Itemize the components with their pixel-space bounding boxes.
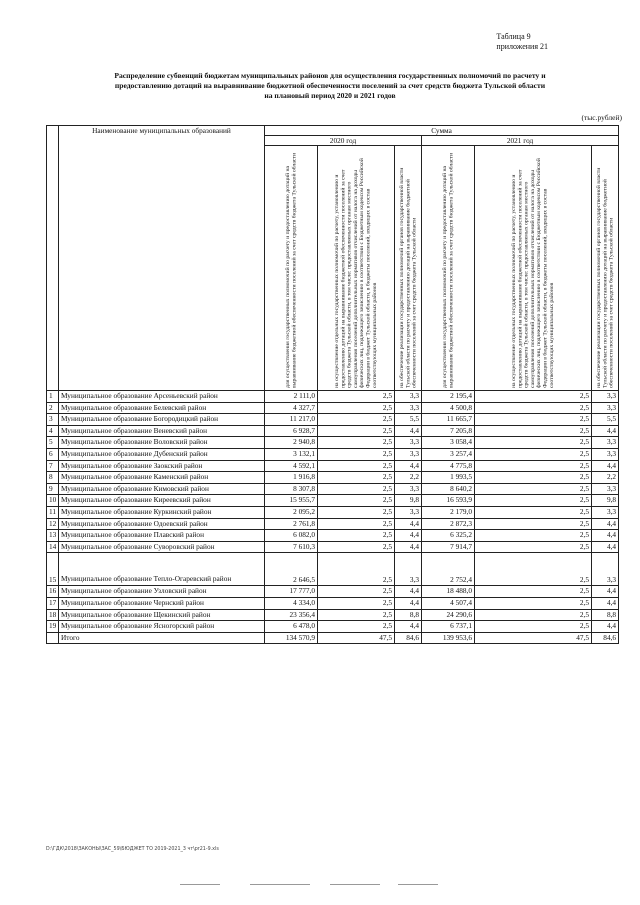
header-name: Наименование муниципальных образований xyxy=(59,126,265,391)
amount-cell-b20: 2,5 xyxy=(318,621,395,633)
row-number: 9 xyxy=(47,483,59,495)
amount-cell-c20: 4,4 xyxy=(395,425,422,437)
total-cell-c21: 84,6 xyxy=(592,632,619,644)
amount-cell-a20: 8 307,8 xyxy=(265,483,318,495)
amount-cell-c21: 4,4 xyxy=(592,541,619,553)
title-line-1: Распределение субвенций бюджетам муниципальных районов для осуществления государственных полномочий по расчету и xyxy=(114,71,546,80)
amount-cell-a20: 4 592,1 xyxy=(265,460,318,472)
table-row xyxy=(47,472,619,484)
amount-cell-a21: 16 593,9 xyxy=(422,495,475,507)
municipality-name: Муниципальное образование Дубенский район xyxy=(59,448,265,460)
amount-cell-b20: 2,5 xyxy=(318,391,395,403)
amount-cell-a20: 17 777,0 xyxy=(265,586,318,598)
amount-cell-b20: 2,5 xyxy=(318,597,395,609)
municipality-name: Муниципальное образование Воловский район xyxy=(59,437,265,449)
amount-cell-a20: 1 916,8 xyxy=(265,472,318,484)
amount-cell-b21: 2,5 xyxy=(475,586,592,598)
total-cell-a21: 139 953,6 xyxy=(422,632,475,644)
amount-cell-c21: 4,4 xyxy=(592,518,619,530)
amount-cell-a21: 6 325,2 xyxy=(422,530,475,542)
row-number: 12 xyxy=(47,518,59,530)
amount-cell-c21: 3,3 xyxy=(592,506,619,518)
table-row xyxy=(47,483,619,495)
table-number-label: Таблица 9 xyxy=(496,32,531,41)
total-label: Итого xyxy=(59,632,265,644)
municipality-name: Муниципальное образование Богородицкий район xyxy=(59,414,265,426)
amount-cell-c21: 9,8 xyxy=(592,495,619,507)
amount-cell-a21: 3 257,4 xyxy=(422,448,475,460)
amount-cell-c20: 5,5 xyxy=(395,414,422,426)
row-number: 3 xyxy=(47,414,59,426)
amount-cell-a21: 11 665,7 xyxy=(422,414,475,426)
header-year-2020: 2020 год xyxy=(265,136,422,146)
municipality-name: Муниципальное образование Чернский район xyxy=(59,597,265,609)
row-number: 15 xyxy=(47,553,59,586)
amount-cell-c20: 4,4 xyxy=(395,530,422,542)
amount-cell-a21: 7 205,8 xyxy=(422,425,475,437)
municipality-name: Муниципальное образование Одоевский район xyxy=(59,518,265,530)
row-number: 4 xyxy=(47,425,59,437)
amount-cell-b20: 2,5 xyxy=(318,425,395,437)
row-number: 1 xyxy=(47,391,59,403)
amount-cell-b21: 2,5 xyxy=(475,460,592,472)
table-row xyxy=(47,506,619,518)
row-number: 11 xyxy=(47,506,59,518)
table-row xyxy=(47,586,619,598)
amount-cell-c20: 3,3 xyxy=(395,437,422,449)
amount-cell-a21: 4 507,4 xyxy=(422,597,475,609)
table-row xyxy=(47,541,619,553)
appendix-label: приложения 21 xyxy=(496,42,548,51)
amount-cell-b20: 2,5 xyxy=(318,506,395,518)
file-path-footer: D:\ГДК\2018\ЗАКОНЫ\ЗАС_59\БЮДЖЕТ ТО 2019-2021_3 чт\pr21-9.xls xyxy=(46,847,219,852)
amount-cell-c20: 3,3 xyxy=(395,506,422,518)
table-row xyxy=(47,495,619,507)
amount-cell-c20: 8,8 xyxy=(395,609,422,621)
amount-cell-c20: 4,4 xyxy=(395,621,422,633)
amount-cell-c20: 4,4 xyxy=(395,518,422,530)
table-reference xyxy=(496,32,548,52)
amount-cell-a21: 4 775,8 xyxy=(422,460,475,472)
amount-cell-c21: 4,4 xyxy=(592,460,619,472)
amount-cell-a21: 2 179,0 xyxy=(422,506,475,518)
municipality-name: Муниципальное образование Ясногорский район xyxy=(59,621,265,633)
title-line-3: на плановый период 2020 и 2021 годов xyxy=(264,91,396,100)
amount-cell-b21: 2,5 xyxy=(475,541,592,553)
amount-cell-c20: 3,3 xyxy=(395,483,422,495)
amount-cell-a20: 6 478,0 xyxy=(265,621,318,633)
header-col-a-2020: для осуществления государственных полномочий по расчету и предоставлению дотаций на выравнивание бюджетной обеспеченности поселений за счет средств бюджета Тульской области xyxy=(265,146,318,391)
amount-cell-c20: 3,3 xyxy=(395,402,422,414)
amount-cell-c21: 3,3 xyxy=(592,402,619,414)
amount-cell-c21: 2,2 xyxy=(592,472,619,484)
amount-cell-b21: 2,5 xyxy=(475,448,592,460)
header-index-cell xyxy=(47,126,59,391)
amount-cell-b20: 2,5 xyxy=(318,437,395,449)
table-row xyxy=(47,414,619,426)
amount-cell-b20: 2,5 xyxy=(318,609,395,621)
table-row xyxy=(47,425,619,437)
amount-cell-c20: 2,2 xyxy=(395,472,422,484)
total-cell-c20: 84,6 xyxy=(395,632,422,644)
amount-cell-b20: 2,5 xyxy=(318,553,395,586)
table-row xyxy=(47,391,619,403)
amount-cell-a21: 18 488,0 xyxy=(422,586,475,598)
amount-cell-a20: 7 610,3 xyxy=(265,541,318,553)
amount-cell-c21: 5,5 xyxy=(592,414,619,426)
table-row xyxy=(47,621,619,633)
scan-artifact xyxy=(250,884,310,885)
amount-cell-a20: 3 132,1 xyxy=(265,448,318,460)
amount-cell-a20: 2 940,8 xyxy=(265,437,318,449)
amount-cell-a20: 2 646,5 xyxy=(265,553,318,586)
amount-cell-a20: 11 217,0 xyxy=(265,414,318,426)
amount-cell-b20: 2,5 xyxy=(318,402,395,414)
amount-cell-a21: 1 993,5 xyxy=(422,472,475,484)
amount-cell-c21: 4,4 xyxy=(592,586,619,598)
amount-cell-c21: 4,4 xyxy=(592,597,619,609)
row-number: 18 xyxy=(47,609,59,621)
amount-cell-b21: 2,5 xyxy=(475,391,592,403)
amount-cell-a20: 6 082,0 xyxy=(265,530,318,542)
amount-cell-b20: 2,5 xyxy=(318,586,395,598)
row-number: 5 xyxy=(47,437,59,449)
amount-cell-c21: 3,3 xyxy=(592,448,619,460)
amount-cell-b20: 2,5 xyxy=(318,495,395,507)
municipality-name: Муниципальное образование Заокский район xyxy=(59,460,265,472)
amount-cell-b20: 2,5 xyxy=(318,518,395,530)
municipality-name: Муниципальное образование Арсеньевский район xyxy=(59,391,265,403)
subsidy-table xyxy=(46,125,619,644)
total-cell-b20: 47,5 xyxy=(318,632,395,644)
amount-cell-c21: 8,8 xyxy=(592,609,619,621)
amount-cell-a20: 2 095,2 xyxy=(265,506,318,518)
table-row xyxy=(47,448,619,460)
row-number: 7 xyxy=(47,460,59,472)
header-sum: Сумма xyxy=(265,126,619,136)
row-number: 14 xyxy=(47,541,59,553)
amount-cell-c21: 3,3 xyxy=(592,437,619,449)
amount-cell-b21: 2,5 xyxy=(475,597,592,609)
amount-cell-b21: 2,5 xyxy=(475,621,592,633)
total-cell-a20: 134 570,9 xyxy=(265,632,318,644)
row-number: 6 xyxy=(47,448,59,460)
table-row xyxy=(47,437,619,449)
amount-cell-b21: 2,5 xyxy=(475,530,592,542)
amount-cell-b21: 2,5 xyxy=(475,609,592,621)
amount-cell-a20: 4 334,0 xyxy=(265,597,318,609)
amount-cell-a21: 8 640,2 xyxy=(422,483,475,495)
header-col-c-2020: на обеспечение реализации государственных полномочий органов государственной власти Тульской области по расчету и предоставлению дотаций на выравнивание бюджетной обеспеченности поселений за счет средств бюджета Тульской области xyxy=(395,146,422,391)
municipality-name: Муниципальное образование Узловский район xyxy=(59,586,265,598)
total-index-cell xyxy=(47,632,59,644)
amount-cell-b21: 2,5 xyxy=(475,518,592,530)
amount-cell-c21: 3,3 xyxy=(592,391,619,403)
municipality-name: Муниципальное образование Белевский район xyxy=(59,402,265,414)
amount-cell-c20: 4,4 xyxy=(395,586,422,598)
amount-cell-a21: 7 914,7 xyxy=(422,541,475,553)
amount-cell-b20: 2,5 xyxy=(318,541,395,553)
header-col-c-2021: на обеспечение реализации государственных полномочий органов государственной власти Тульской области по расчету и предоставлению дотаций на выравнивание бюджетной обеспеченности поселений за счет средств бюджета Тульской области xyxy=(592,146,619,391)
amount-cell-b21: 2,5 xyxy=(475,425,592,437)
units-label: (тыс.рублей) xyxy=(581,113,622,122)
table-row xyxy=(47,609,619,621)
municipality-name: Муниципальное образование Тепло-Огаревский район xyxy=(59,553,265,586)
amount-cell-b21: 2,5 xyxy=(475,553,592,586)
amount-cell-c21: 3,3 xyxy=(592,483,619,495)
amount-cell-b20: 2,5 xyxy=(318,460,395,472)
amount-cell-a21: 2 195,4 xyxy=(422,391,475,403)
table-row xyxy=(47,597,619,609)
row-number: 2 xyxy=(47,402,59,414)
municipality-name: Муниципальное образование Щекинский район xyxy=(59,609,265,621)
row-number: 10 xyxy=(47,495,59,507)
amount-cell-c20: 4,4 xyxy=(395,541,422,553)
amount-cell-c20: 3,3 xyxy=(395,391,422,403)
amount-cell-c20: 3,3 xyxy=(395,553,422,586)
amount-cell-c21: 4,4 xyxy=(592,621,619,633)
total-row xyxy=(47,632,619,644)
header-row-sum xyxy=(47,126,619,136)
row-number: 8 xyxy=(47,472,59,484)
amount-cell-a21: 6 737,1 xyxy=(422,621,475,633)
amount-cell-b21: 2,5 xyxy=(475,506,592,518)
amount-cell-c20: 4,4 xyxy=(395,597,422,609)
row-number: 17 xyxy=(47,597,59,609)
amount-cell-b21: 2,5 xyxy=(475,483,592,495)
municipality-name: Муниципальное образование Суворовский район xyxy=(59,541,265,553)
amount-cell-a20: 15 955,7 xyxy=(265,495,318,507)
amount-cell-b20: 2,5 xyxy=(318,448,395,460)
amount-cell-c20: 9,8 xyxy=(395,495,422,507)
header-col-b-2021: на осуществление отдельных государственных полномочий по расчету, установлению и предоставлению дотаций на выравнивание бюджетной обеспеченности поселений за счет средств бюджета Тульской области, в том числе: предоставляемых органам местного самоуправления поселений дополнительных нормативов отчислений от налога на доходы физических лиц, подлежащего зачислению в соответствии с Бюджетным кодексом Российской Федерации в бюджет Тульской области, в бюджеты поселений, входящих в состав соответствующих муниципальных районов xyxy=(475,146,592,391)
document-title xyxy=(60,71,600,101)
amount-cell-b20: 2,5 xyxy=(318,530,395,542)
header-year-2021: 2021 год xyxy=(422,136,619,146)
table-row xyxy=(47,530,619,542)
amount-cell-c20: 4,4 xyxy=(395,460,422,472)
amount-cell-a20: 4 327,7 xyxy=(265,402,318,414)
title-line-2: предоставлению дотаций на выравнивание бюджетной обеспеченности поселений за счет средств бюджета Тульской области xyxy=(114,81,546,90)
amount-cell-a21: 2 872,3 xyxy=(422,518,475,530)
amount-cell-c21: 4,4 xyxy=(592,425,619,437)
table-row xyxy=(47,518,619,530)
scan-artifact xyxy=(180,884,220,885)
row-number: 16 xyxy=(47,586,59,598)
header-col-b-2020: на осуществление отдельных государственных полномочий по расчету, установлению и предоставлению дотаций на выравнивание бюджетной обеспеченности поселений за счет средств бюджета Тульской области, в том числе: предоставляемых органам местного самоуправления поселений дополнительных нормативов отчислений от налога на доходы физических лиц, подлежащего зачислению в соответствии с Бюджетным кодексом Российской Федерации в бюджет Тульской области, в бюджеты поселений, входящих в состав соответствующих муниципальных районов xyxy=(318,146,395,391)
amount-cell-b21: 2,5 xyxy=(475,495,592,507)
total-cell-b21: 47,5 xyxy=(475,632,592,644)
amount-cell-c21: 3,3 xyxy=(592,553,619,586)
amount-cell-c21: 4,4 xyxy=(592,530,619,542)
amount-cell-b21: 2,5 xyxy=(475,472,592,484)
municipality-name: Муниципальное образование Куркинский район xyxy=(59,506,265,518)
municipality-name: Муниципальное образование Каменский район xyxy=(59,472,265,484)
amount-cell-b20: 2,5 xyxy=(318,414,395,426)
municipality-name: Муниципальное образование Киреевский район xyxy=(59,495,265,507)
scan-artifact xyxy=(398,884,438,885)
amount-cell-a21: 4 500,8 xyxy=(422,402,475,414)
amount-cell-a20: 23 356,4 xyxy=(265,609,318,621)
amount-cell-a21: 2 752,4 xyxy=(422,553,475,586)
amount-cell-b21: 2,5 xyxy=(475,414,592,426)
amount-cell-a21: 24 290,6 xyxy=(422,609,475,621)
table-row xyxy=(47,402,619,414)
table-row xyxy=(47,460,619,472)
header-col-a-2021: для осуществления государственных полномочий по расчету и предоставлению дотаций на выравнивание бюджетной обеспеченности поселений за счет средств бюджета Тульской области xyxy=(422,146,475,391)
municipality-name: Муниципальное образование Плавский район xyxy=(59,530,265,542)
table-row xyxy=(47,553,619,586)
amount-cell-b21: 2,5 xyxy=(475,437,592,449)
municipality-name: Муниципальное образование Кимовский район xyxy=(59,483,265,495)
amount-cell-b20: 2,5 xyxy=(318,483,395,495)
amount-cell-a20: 2 761,8 xyxy=(265,518,318,530)
amount-cell-a20: 6 928,7 xyxy=(265,425,318,437)
municipality-name: Муниципальное образование Веневский район xyxy=(59,425,265,437)
amount-cell-b20: 2,5 xyxy=(318,472,395,484)
amount-cell-a20: 2 111,0 xyxy=(265,391,318,403)
scan-artifact xyxy=(330,884,380,885)
amount-cell-b21: 2,5 xyxy=(475,402,592,414)
amount-cell-c20: 3,3 xyxy=(395,448,422,460)
amount-cell-a21: 3 058,4 xyxy=(422,437,475,449)
row-number: 13 xyxy=(47,530,59,542)
row-number: 19 xyxy=(47,621,59,633)
